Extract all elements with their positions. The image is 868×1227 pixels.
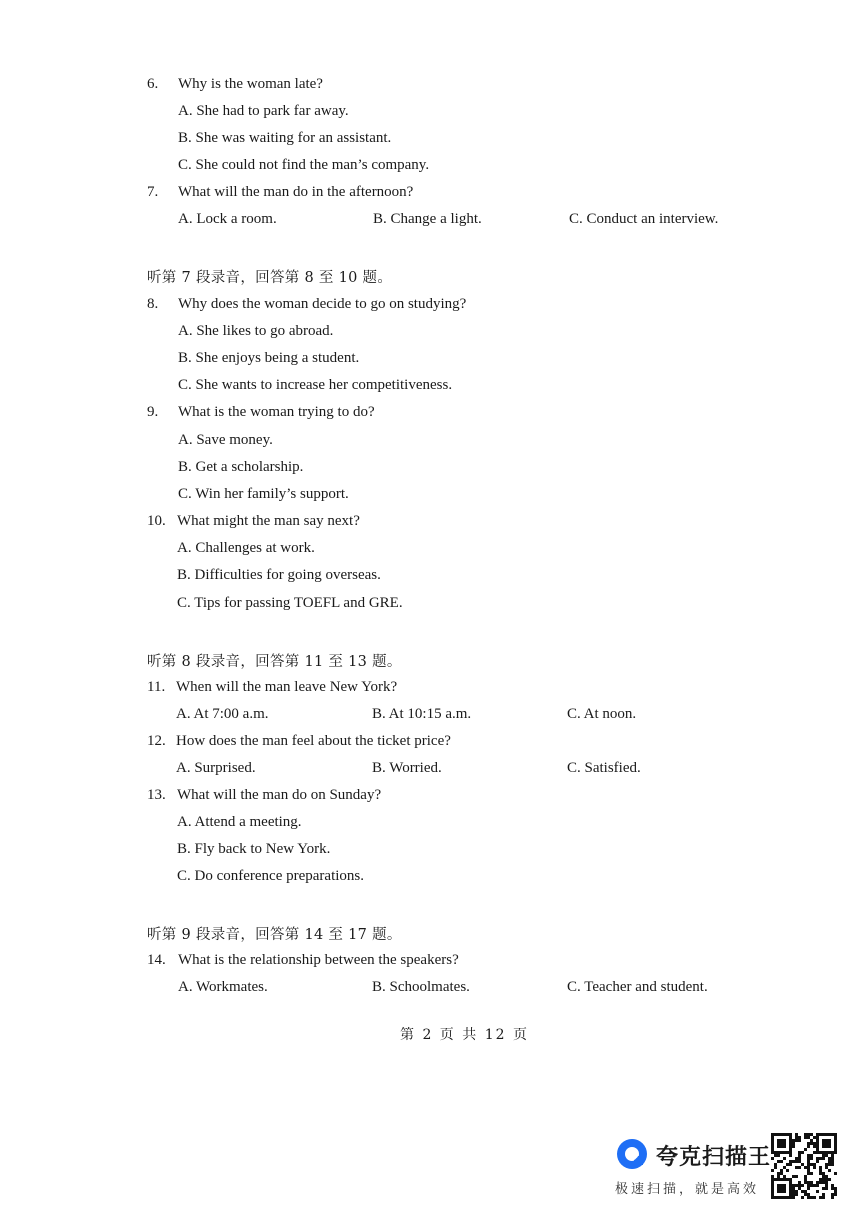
option-b: B. Difficulties for going overseas. [177,567,381,583]
question-stem: What is the woman trying to do? [178,404,375,420]
option-c: C. She wants to increase her competitiveness. [178,377,453,393]
option-c: C. She could not find the man’s company. [178,157,430,173]
section-heading: 听第 9 段录音，回答第 14 至 17 题。 [147,927,402,943]
option-b: B. Get a scholarship. [178,459,304,475]
option-a: A. Lock a room. [178,211,277,227]
question-number: 11. [147,679,166,695]
question-number: 12. [147,733,166,749]
question-number: 14. [147,952,166,968]
option-c: C. Tips for passing TOEFL and GRE. [177,595,403,611]
option-a: A. She had to park far away. [178,103,349,119]
option-a: A. Surprised. [176,760,256,776]
qr-code-icon [771,1133,837,1199]
question-stem: What might the man say next? [177,513,360,529]
option-c: C. Satisfied. [567,760,641,776]
option-b: B. Change a light. [373,211,482,227]
question-number: 13. [147,787,166,803]
option-c: C. Win her family’s support. [178,486,349,502]
option-a: A. At 7:00 a.m. [176,706,269,722]
option-c: C. Teacher and student. [567,979,708,995]
section-heading: 听第 8 段录音，回答第 11 至 13 题。 [147,654,402,670]
option-b: B. Schoolmates. [372,979,470,995]
question-stem: What is the relationship between the speakers? [178,952,459,968]
question-number: 9. [147,404,159,420]
question-stem: Why is the woman late? [178,76,323,92]
option-c: C. At noon. [567,706,637,722]
question-number: 8. [147,296,159,312]
option-a: A. Workmates. [178,979,268,995]
option-c: C. Do conference preparations. [177,868,365,884]
question-stem: How does the man feel about the ticket price? [176,733,451,749]
option-b: B. She enjoys being a student. [178,350,360,366]
question-stem: What will the man do in the afternoon? [178,184,414,200]
brand-slogan: 极速扫描，就是高效 [615,1182,760,1197]
question-number: 10. [147,513,166,529]
brand-name: 夸克扫描王 [656,1145,772,1170]
question-stem: Why does the woman decide to go on studying? [178,296,467,312]
option-b: B. At 10:15 a.m. [372,706,472,722]
quark-logo-icon [615,1137,649,1171]
option-a: A. Save money. [178,432,273,448]
question-stem: What will the man do on Sunday? [177,787,382,803]
option-c: C. Conduct an interview. [569,211,719,227]
question-stem: When will the man leave New York? [176,679,398,695]
option-a: A. Attend a meeting. [177,814,302,830]
question-number: 7. [147,184,159,200]
option-b: B. Fly back to New York. [177,841,331,857]
option-b: B. She was waiting for an assistant. [178,130,392,146]
option-a: A. Challenges at work. [177,540,315,556]
option-b: B. Worried. [372,760,442,776]
page-footer: 第 2 页 共 12 页 [400,1027,529,1043]
section-heading: 听第 7 段录音，回答第 8 至 10 题。 [147,270,393,286]
option-a: A. She likes to go abroad. [178,323,334,339]
question-number: 6. [147,76,159,92]
